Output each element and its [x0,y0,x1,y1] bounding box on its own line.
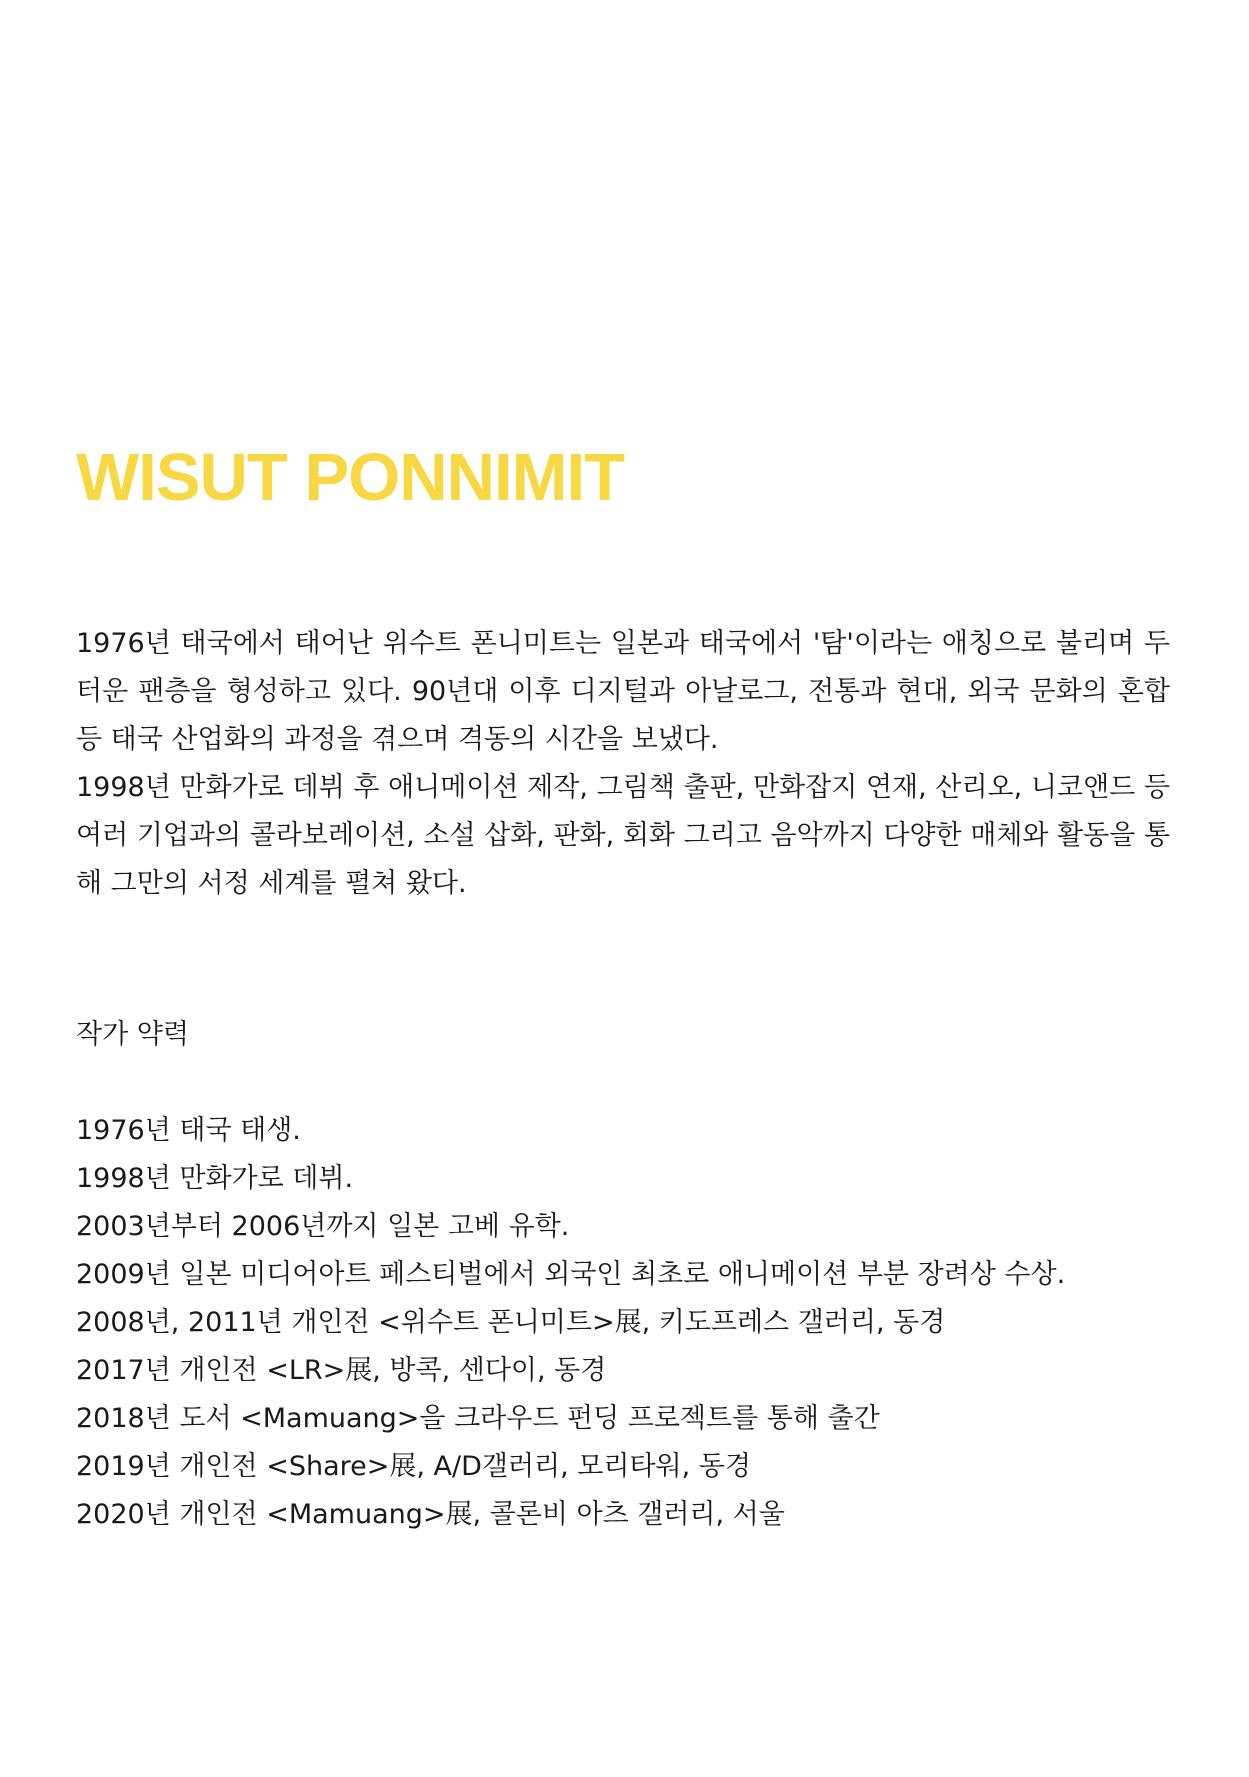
career-item: 1976년 태국 태생. [76,1115,301,1146]
bio-paragraph-1: 1976년 태국에서 태어난 위수트 폰니미트는 일본과 태국에서 '탐'이라는 애칭으로 불리며 두터운 팬층을 형성하고 있다. 90년대 이후 디지털과 아날로그, 전통과 현대, 외국 문화의 혼합 등 태국 산업화의 과정을 겪으며 격동의 시간을 보냈다. [76,628,1170,755]
artist-name-heading: WISUT PONNIMIT [76,440,625,515]
artist-bio [76,620,1170,908]
career-section-title: 작가 약력 [76,1019,189,1050]
career-item: 2018년 도서 <Mamuang>을 크라우드 펀딩 프로젝트를 통해 출간 [76,1403,880,1434]
career-list [76,1107,1065,1539]
career-item: 2017년 개인전 <LR>展, 방콕, 센다이, 동경 [76,1355,607,1386]
bio-paragraph-2: 1998년 만화가로 데뷔 후 애니메이션 제작, 그림책 출판, 만화잡지 연재, 산리오, 니코앤드 등 여러 기업과의 콜라보레이션, 소설 삽화, 판화, 회화 그리고 음악까지 다양한 매체와 활동을 통해 그만의 서정 세계를 펼쳐 왔다. [76,772,1170,899]
career-item: 2003년부터 2006년까지 일본 고베 유학. [76,1211,570,1242]
career-item: 2008년, 2011년 개인전 <위수트 폰니미트>展, 키도프레스 갤러리, 동경 [76,1307,946,1338]
career-item: 2019년 개인전 <Share>展, A/D갤러리, 모리타워, 동경 [76,1451,751,1482]
career-item: 2009년 일본 미디어아트 페스티벌에서 외국인 최초로 애니메이션 부분 장려상 수상. [76,1259,1066,1290]
career-item: 1998년 만화가로 데뷔. [76,1163,354,1194]
career-item: 2020년 개인전 <Mamuang>展, 콜론비 아츠 갤러리, 서울 [76,1499,785,1530]
